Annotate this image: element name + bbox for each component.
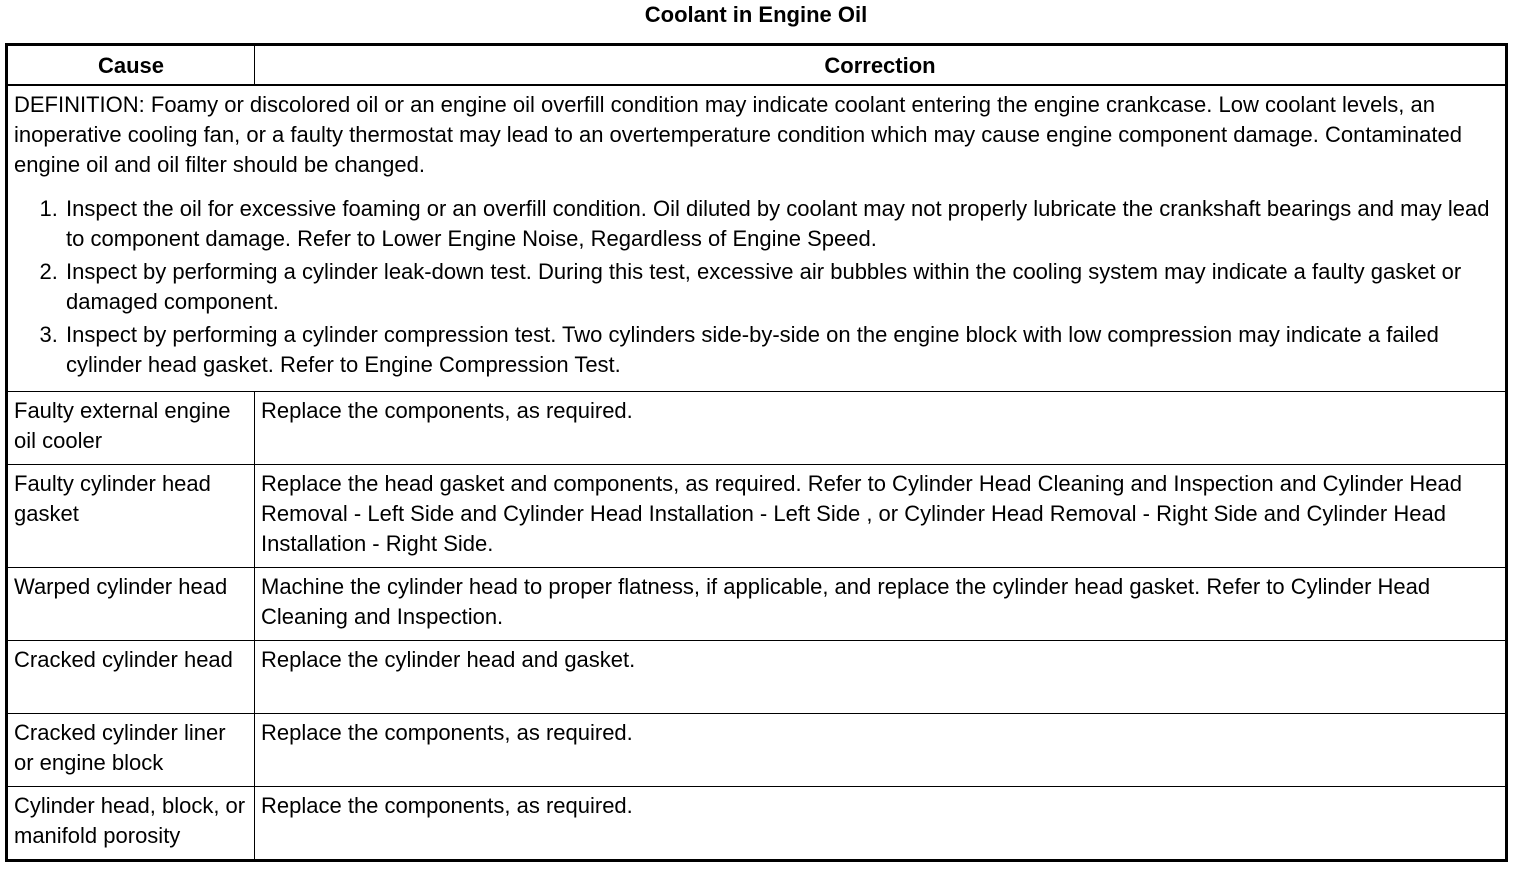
cause-cell: Cylinder head, block, or manifold porosity <box>7 787 255 861</box>
correction-cell: Replace the components, as required. <box>255 787 1507 861</box>
table-row <box>7 641 1507 714</box>
cause-cell: Faulty cylinder head gasket <box>7 465 255 568</box>
correction-cell: Replace the head gasket and components, as required. Refer to Cylinder Head Cleaning and Inspection and Cylinder Head Removal - Left Side and Cylinder Head Installation - Left Side , or Cylinder Head Removal - Right Side and Cylinder Head Installation - Right Side. <box>255 465 1507 568</box>
definition-text: DEFINITION: Foamy or discolored oil or an engine oil overfill condition may indicate coolant entering the engine crankcase. Low coolant levels, an inoperative cooling fan, or a faulty thermostat may lead to an overtemperature condition which may cause engine component damage. Contaminated engine oil and oil filter should be changed. <box>14 92 1462 177</box>
cause-cell: Cracked cylinder head <box>7 641 255 714</box>
table-row <box>7 568 1507 641</box>
inspection-step: 3. Inspect by performing a cylinder compression test. Two cylinders side-by-side on the engine block with low compression may indicate a failed cylinder head gasket. Refer to Engine Compression Test. <box>64 320 1499 380</box>
cause-cell: Cracked cylinder liner or engine block <box>7 714 255 787</box>
table-row <box>7 465 1507 568</box>
inspection-steps-list <box>14 194 1499 380</box>
table-row <box>7 714 1507 787</box>
cause-cell: Warped cylinder head <box>7 568 255 641</box>
correction-cell: Machine the cylinder head to proper flatness, if applicable, and replace the cylinder head gasket. Refer to Cylinder Head Cleaning and Inspection. <box>255 568 1507 641</box>
inspection-step: 2. Inspect by performing a cylinder leak-down test. During this test, excessive air bubbles within the cooling system may indicate a faulty gasket or damaged component. <box>64 257 1499 317</box>
cause-cell: Faulty external engine oil cooler <box>7 392 255 465</box>
table-row <box>7 787 1507 861</box>
definition-cell <box>7 85 1507 392</box>
correction-cell: Replace the components, as required. <box>255 392 1507 465</box>
header-row <box>7 45 1507 86</box>
correction-column-header: Correction <box>255 45 1507 86</box>
inspection-step: 1. Inspect the oil for excessive foaming or an overfill condition. Oil diluted by coolant may not properly lubricate the crankshaft bearings and may lead to component damage. Refer to Lower Engine Noise, Regardless of Engine Speed. <box>64 194 1499 254</box>
correction-cell: Replace the cylinder head and gasket. <box>255 641 1507 714</box>
table-row <box>7 392 1507 465</box>
cause-column-header: Cause <box>7 45 255 86</box>
definition-row <box>7 85 1507 392</box>
diagnostic-table <box>5 43 1508 862</box>
page-title: Coolant in Engine Oil <box>644 2 868 27</box>
correction-cell: Replace the components, as required. <box>255 714 1507 787</box>
